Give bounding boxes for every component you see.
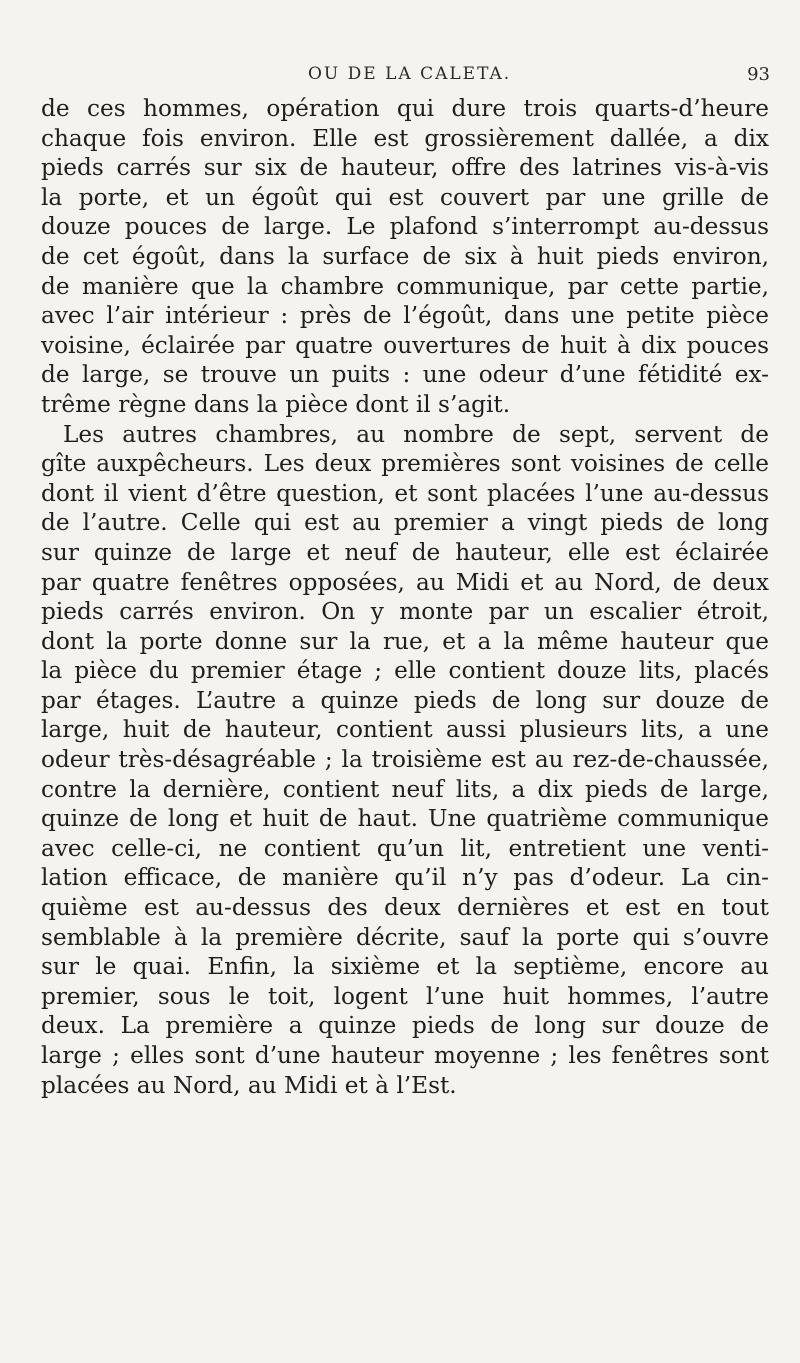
text-line: chaque fois environ. Elle est grossièrement dallée, a dix bbox=[41, 124, 769, 152]
text-line: quinze de long et huit de haut. Une quatrième communique bbox=[41, 805, 769, 833]
paragraph-start-line: Les autres chambres, au nombre de sept, servent de bbox=[63, 420, 769, 448]
text-line: pieds carrés environ. On y monte par un escalier étroit, bbox=[41, 598, 769, 626]
text-line: sur quinze de large et neuf de hauteur, elle est éclairée bbox=[41, 538, 769, 566]
text-line: avec celle-ci, ne contient qu’un lit, entretient une venti- bbox=[41, 834, 769, 862]
text-line: de manière que la chambre communique, par cette partie, bbox=[41, 272, 769, 300]
text-line: dont il vient d’être question, et sont placées l’une au-dessus bbox=[41, 479, 769, 507]
paragraph-end-line: placées au Nord, au Midi et à l’Est. bbox=[41, 1071, 457, 1099]
text-line: de large, se trouve un puits : une odeur d’une fétidité ex- bbox=[41, 361, 769, 389]
paragraph-end-line: trême règne dans la pièce dont il s’agit. bbox=[41, 390, 511, 418]
text-line: la porte, et un égoût qui est couvert par une grille de bbox=[41, 183, 769, 211]
running-title: OU DE LA CALETA. bbox=[308, 64, 512, 84]
text-line: contre la dernière, contient neuf lits, a dix pieds de large, bbox=[41, 775, 769, 803]
text-line: gîte auxpêcheurs. Les deux premières sont voisines de celle bbox=[41, 450, 769, 478]
text-line: quième est au-dessus des deux dernières et est en tout bbox=[41, 894, 769, 922]
text-line: semblable à la première décrite, sauf la porte qui s’ouvre bbox=[41, 923, 769, 951]
text-line: de ces hommes, opération qui dure trois quarts-d’heure bbox=[41, 95, 769, 122]
text-line: premier, sous le toit, logent l’une huit hommes, l’autre bbox=[41, 982, 769, 1010]
page-header bbox=[308, 64, 770, 88]
text-line: lation efficace, de manière qu’il n’y pas d’odeur. La cin- bbox=[41, 864, 769, 892]
text-line: dont la porte donne sur la rue, et a la même hauteur que bbox=[41, 627, 769, 655]
text-line: deux. La première a quinze pieds de long sur douze de bbox=[41, 1012, 769, 1040]
text-line: de l’autre. Celle qui est au premier a vingt pieds de long bbox=[41, 509, 769, 537]
text-line: voisine, éclairée par quatre ouvertures de huit à dix pouces bbox=[41, 331, 769, 359]
text-line: large, huit de hauteur, contient aussi plusieurs lits, a une bbox=[41, 716, 769, 744]
text-line: pieds carrés sur six de hauteur, offre des latrines vis-à-vis bbox=[41, 154, 769, 182]
text-line: par quatre fenêtres opposées, au Midi et au Nord, de deux bbox=[41, 568, 769, 596]
text-line: large ; elles sont d’une hauteur moyenne ; les fenêtres sont bbox=[41, 1042, 769, 1069]
text-line: douze pouces de large. Le plafond s’interrompt au-dessus bbox=[41, 213, 769, 241]
text-line: de cet égoût, dans la surface de six à huit pieds environ, bbox=[41, 242, 769, 270]
text-line: avec l’air intérieur : près de l’égoût, dans une petite pièce bbox=[41, 302, 769, 330]
text-line: odeur très-désagréable ; la troisième est au rez-de-chaussée, bbox=[41, 746, 769, 774]
text-line: la pièce du premier étage ; elle contient douze lits, placés bbox=[41, 657, 769, 685]
text-line: sur le quai. Enfin, la sixième et la septième, encore au bbox=[41, 953, 769, 981]
page-number: 93 bbox=[747, 64, 770, 85]
text-line: par étages. L’autre a quinze pieds de long sur douze de bbox=[41, 686, 769, 714]
body-text bbox=[41, 94, 769, 1100]
